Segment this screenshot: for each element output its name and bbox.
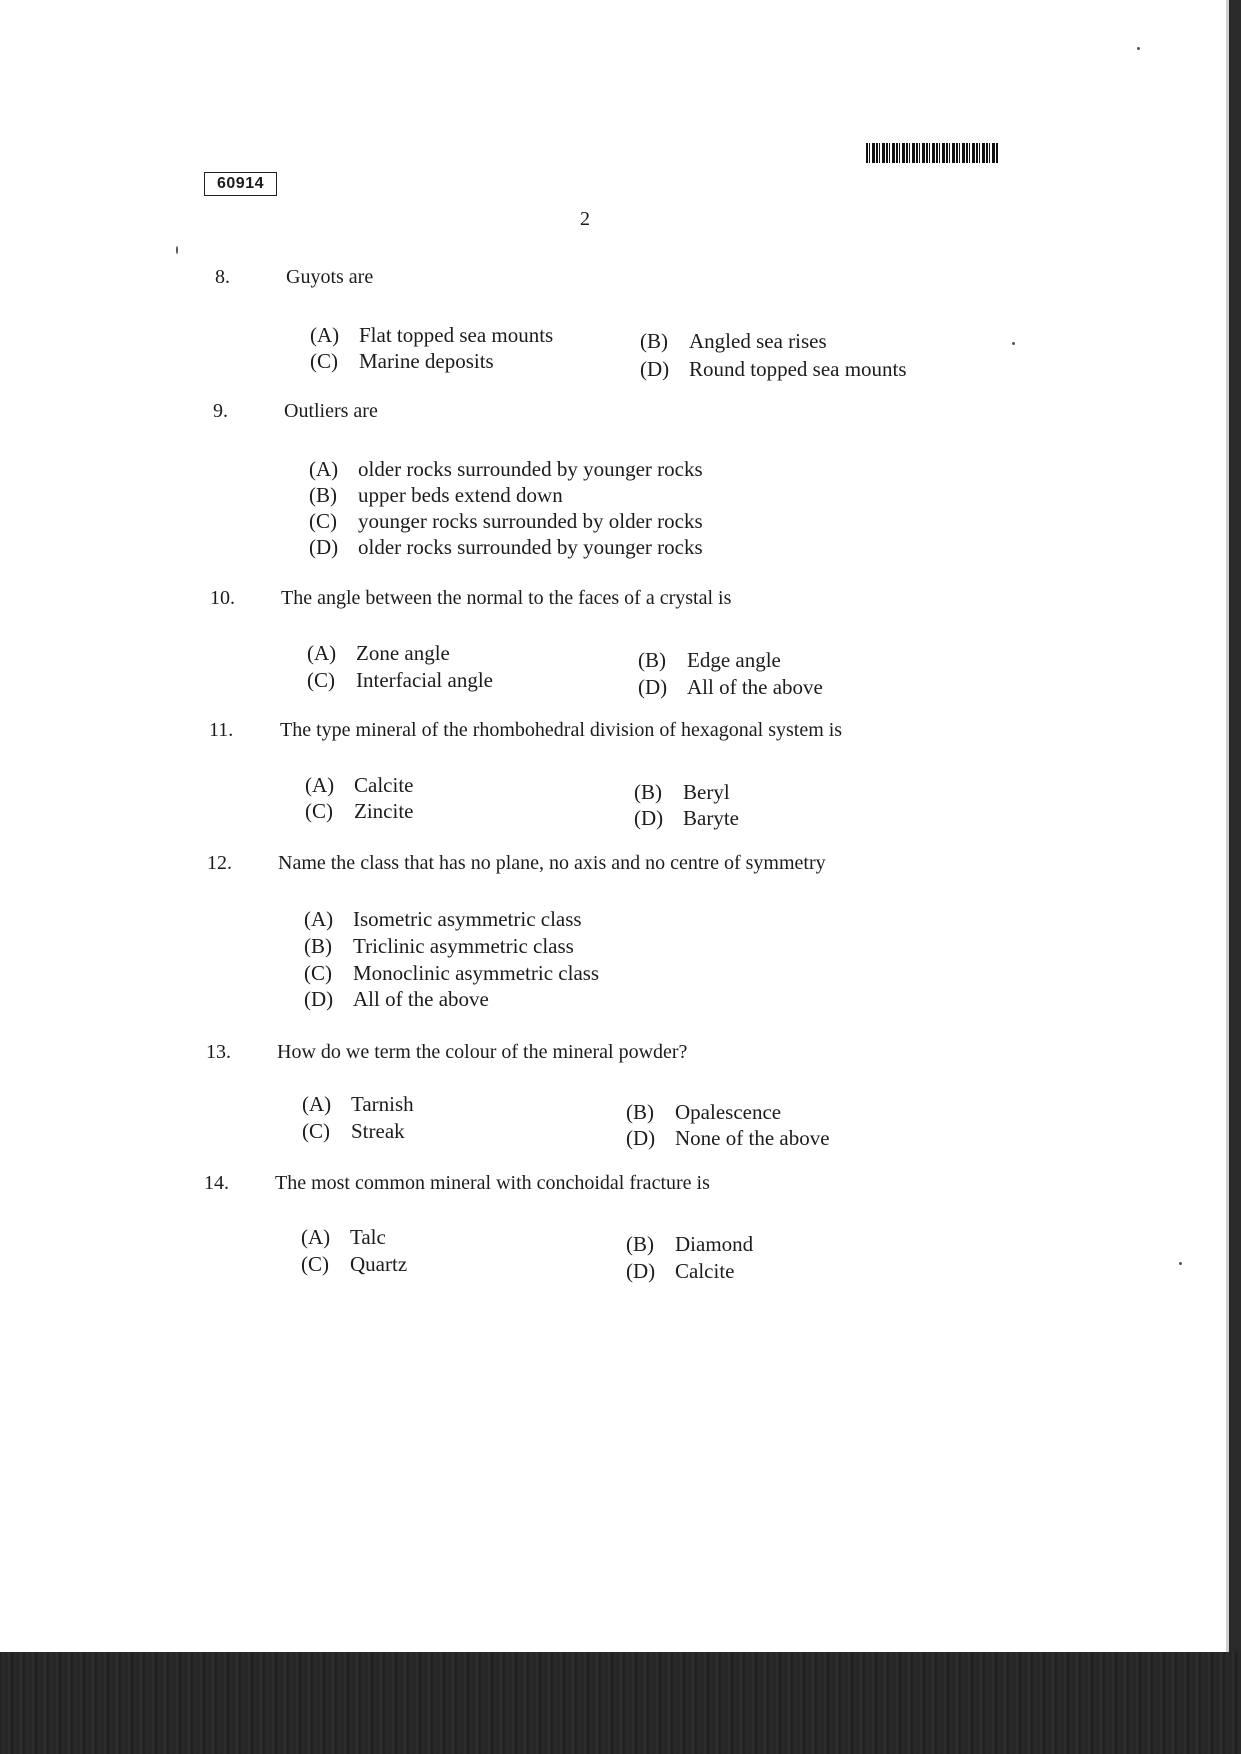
option-10b (638, 648, 781, 673)
option-text: Quartz (350, 1252, 408, 1276)
question-number: 14. (204, 1172, 229, 1194)
option-label: (C) (302, 1119, 330, 1143)
question-number: 9. (213, 400, 228, 422)
option-text: older rocks surrounded by younger rocks (358, 457, 703, 481)
question-number: 10. (210, 587, 235, 609)
option-label: (C) (309, 509, 337, 533)
option-label: (B) (640, 329, 668, 353)
option-10c (307, 668, 493, 693)
option-text: upper beds extend down (358, 483, 563, 507)
option-9c (309, 509, 703, 534)
option-14c (301, 1252, 407, 1277)
question-text: Outliers are (284, 400, 378, 422)
option-text: None of the above (675, 1126, 830, 1150)
option-text: Baryte (683, 806, 739, 830)
option-text: Opalescence (675, 1100, 782, 1124)
question-number: 8. (215, 266, 230, 288)
option-label: (A) (305, 773, 335, 797)
option-text: Zone angle (356, 641, 450, 665)
option-12c (304, 961, 599, 986)
option-text: Isometric asymmetric class (353, 907, 582, 931)
option-label: (D) (626, 1259, 656, 1283)
option-text: Round topped sea mounts (689, 357, 907, 381)
option-label: (B) (638, 648, 666, 672)
option-text: Monoclinic asymmetric class (353, 961, 600, 985)
option-text: Diamond (675, 1232, 754, 1256)
option-12b (304, 934, 574, 959)
option-label: (C) (301, 1252, 329, 1276)
option-13a (302, 1092, 414, 1117)
scan-speck (1137, 47, 1140, 50)
option-13d (626, 1126, 830, 1151)
option-11b (634, 780, 730, 805)
option-label: (A) (302, 1092, 332, 1116)
option-label: (B) (626, 1232, 654, 1256)
question-text: Guyots are (286, 266, 374, 288)
barcode (866, 143, 998, 163)
option-label: (C) (304, 961, 332, 985)
option-text: Calcite (354, 773, 414, 797)
option-13b (626, 1100, 781, 1125)
page-number: 2 (580, 208, 590, 230)
option-9b (309, 483, 563, 508)
option-8b (640, 329, 827, 354)
option-label: (A) (309, 457, 339, 481)
question-number: 12. (207, 852, 232, 874)
option-text: Streak (351, 1119, 405, 1143)
option-14a (301, 1225, 386, 1250)
question-text: The angle between the normal to the faces of a crystal is (281, 587, 732, 609)
scan-speck (1179, 1262, 1182, 1265)
option-10d (638, 675, 823, 700)
option-8a (310, 323, 553, 348)
option-label: (B) (626, 1100, 654, 1124)
option-13c (302, 1119, 405, 1144)
option-text: Flat topped sea mounts (359, 323, 554, 347)
option-text: Edge angle (687, 648, 781, 672)
option-text: Tarnish (351, 1092, 414, 1116)
option-12d (304, 987, 489, 1012)
option-11d (634, 806, 739, 831)
option-text: Zincite (354, 799, 414, 823)
scan-speck (176, 246, 178, 254)
option-14b (626, 1232, 753, 1257)
option-label: (D) (304, 987, 334, 1011)
option-text: Talc (350, 1225, 386, 1249)
option-text: Marine deposits (359, 349, 494, 373)
option-text: Angled sea rises (689, 329, 827, 353)
question-text: How do we term the colour of the mineral powder? (277, 1041, 688, 1063)
option-11c (305, 799, 413, 824)
option-label: (D) (634, 806, 664, 830)
option-label: (B) (309, 483, 337, 507)
option-14d (626, 1259, 734, 1284)
option-label: (A) (304, 907, 334, 931)
question-number: 13. (206, 1041, 231, 1063)
option-8d (640, 357, 907, 382)
option-label: (C) (305, 799, 333, 823)
option-label: (B) (304, 934, 332, 958)
scanner-bed-strip (0, 1652, 1241, 1754)
scan-speck (1012, 342, 1015, 345)
option-label: (A) (310, 323, 340, 347)
option-label: (A) (301, 1225, 331, 1249)
option-text: All of the above (687, 675, 823, 699)
option-label: (D) (309, 535, 339, 559)
option-label: (D) (640, 357, 670, 381)
option-label: (D) (626, 1126, 656, 1150)
option-label: (D) (638, 675, 668, 699)
option-text: younger rocks surrounded by older rocks (358, 509, 703, 533)
paper-code-box: 60914 (204, 172, 277, 196)
option-8c (310, 349, 494, 374)
option-text: older rocks surrounded by younger rocks (358, 535, 703, 559)
option-12a (304, 907, 582, 932)
option-label: (C) (310, 349, 338, 373)
option-label: (B) (634, 780, 662, 804)
option-9d (309, 535, 703, 560)
option-text: Beryl (683, 780, 730, 804)
option-text: Interfacial angle (356, 668, 493, 692)
option-text: Triclinic asymmetric class (353, 934, 574, 958)
question-number: 11. (209, 719, 234, 741)
option-text: Calcite (675, 1259, 735, 1283)
option-text: All of the above (353, 987, 489, 1011)
option-label: (A) (307, 641, 337, 665)
option-11a (305, 773, 413, 798)
option-10a (307, 641, 450, 666)
option-9a (309, 457, 703, 482)
question-text: Name the class that has no plane, no axis and no centre of symmetry (278, 852, 826, 874)
option-label: (C) (307, 668, 335, 692)
question-text: The type mineral of the rhombohedral division of hexagonal system is (280, 719, 843, 741)
question-text: The most common mineral with conchoidal fracture is (275, 1172, 710, 1194)
